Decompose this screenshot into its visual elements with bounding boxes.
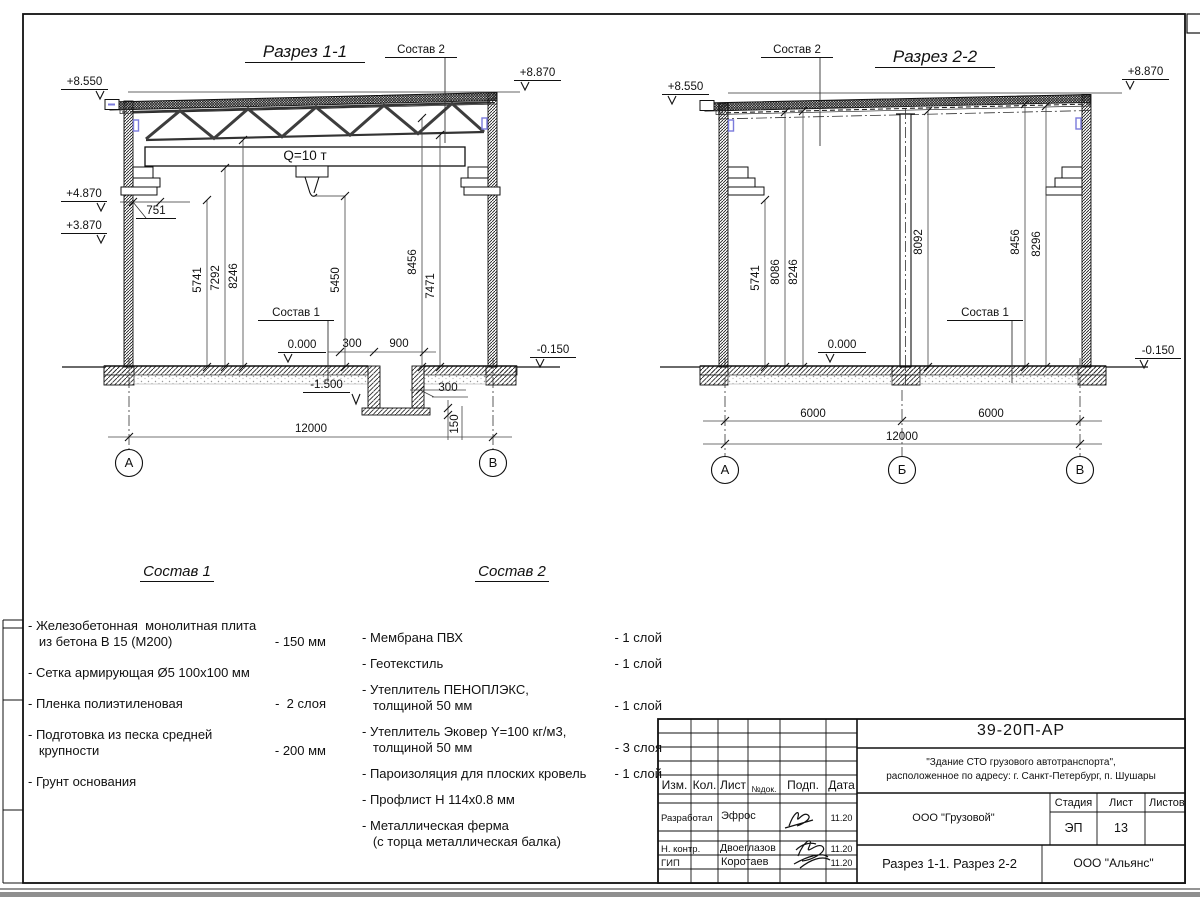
list-item: [362, 682, 662, 714]
sheet-number: 13: [1114, 821, 1128, 835]
s2-dim-8456: 8456: [1010, 229, 1022, 255]
s1-dim-5450: 5450: [330, 267, 342, 293]
list-item: [28, 727, 326, 759]
s1-dim-pit-d: 150: [449, 414, 461, 434]
stage-value: ЭП: [1064, 821, 1083, 835]
item-value: - 200 мм: [274, 743, 326, 758]
item-name: - Подготовка из песка средней крупности: [28, 727, 213, 758]
s1-elev-top-left: +8.550: [61, 75, 108, 90]
row-date: 11.20: [830, 844, 853, 854]
s1-dim-8456: 8456: [407, 249, 419, 275]
row-name: Коротаев: [721, 856, 769, 868]
list-item: [362, 818, 662, 850]
s2-elev-top-left: +8.550: [662, 80, 709, 95]
doc-number: 39-20П-АР: [976, 722, 1066, 739]
stage-label: Стадия: [1054, 797, 1093, 809]
item-name: - Мембрана ПВХ: [362, 630, 463, 645]
s2-dim-span: 12000: [886, 431, 918, 443]
row-date: 11.20: [830, 858, 853, 868]
list-item: [28, 618, 326, 650]
row-name: Двоеглазов: [720, 842, 776, 854]
sheets-label: Листов: [1149, 797, 1185, 809]
s2-elev-top-right: +8.870: [1122, 65, 1169, 80]
s2-dim-bay2: 6000: [978, 408, 1004, 420]
sostav2-title: Состав 2: [475, 564, 549, 582]
row-role: Н. контр.: [661, 844, 701, 855]
s2-dim-8246: 8246: [788, 259, 800, 285]
list-item: [28, 665, 326, 681]
item-value: - 1 слой: [614, 656, 662, 671]
section2-sostav2-ref: Состав 2: [761, 43, 833, 58]
row-name: Эфрос: [721, 810, 756, 822]
s1-axis-a: А: [124, 455, 134, 470]
section2-title: Разрез 2-2: [875, 47, 995, 68]
list-item: [28, 774, 326, 790]
s1-dim-7471: 7471: [425, 273, 437, 299]
item-name: - Утеплитель Эковер Y=100 кг/м3, толщиной 50 мм: [362, 724, 567, 755]
s1-dim-pit-a: 300: [342, 338, 362, 350]
s1-dim-751: 751: [136, 204, 176, 219]
s1-dim-pit-c: 300: [438, 382, 458, 394]
list-item: [362, 630, 662, 646]
s1-axis-b: В: [488, 455, 498, 470]
sostav2-list: [362, 564, 662, 850]
sheet-label: Лист: [1109, 797, 1133, 809]
s1-dim-7292: 7292: [210, 265, 222, 291]
s1-crane-capacity: Q=10 т: [283, 148, 327, 163]
s2-dim-8092: 8092: [913, 229, 925, 255]
section1-title: Разрез 1-1: [245, 42, 365, 63]
item-value: - 1 слой: [614, 698, 662, 713]
s1-sostav1-ref: Состав 1: [258, 306, 334, 321]
s1-elev-ground: -0.150: [530, 343, 576, 358]
s2-sostav1-ref: Состав 1: [947, 306, 1023, 321]
col-data: Дата: [828, 778, 855, 792]
item-name: - Грунт основания: [28, 774, 137, 789]
s2-dim-8086: 8086: [770, 259, 782, 285]
row-role: Разработал: [661, 813, 713, 824]
list-item: [362, 724, 662, 756]
company-name: ООО "Альянс": [1073, 856, 1154, 870]
item-value: - 2 слоя: [275, 696, 326, 711]
col-list: Лист: [719, 778, 747, 792]
s1-dim-pit-b: 900: [389, 338, 409, 350]
item-name: - Пленка полиэтиленовая: [28, 696, 183, 711]
row-role: ГИП: [661, 858, 680, 869]
col-izm: Изм.: [661, 778, 688, 792]
s1-elev-pit: -1.500: [303, 378, 350, 393]
item-name: - Железобетонная монолитная плита из бетона В 15 (М200): [28, 618, 257, 649]
s2-elev-ground: -0.150: [1135, 344, 1181, 359]
s2-elev-zero: 0.000: [818, 338, 866, 353]
s1-dim-8246: 8246: [228, 263, 240, 289]
s2-dim-bay1: 6000: [800, 408, 826, 420]
list-item: [362, 792, 662, 808]
item-name: - Металлическая ферма (с торца металлическая балка): [362, 818, 561, 849]
sostav1-title: Состав 1: [140, 564, 214, 582]
item-value: - 150 мм: [274, 634, 326, 649]
item-name: - Профлист Н 114х0.8 мм: [362, 792, 515, 807]
section1-sostav2-ref: Состав 2: [385, 43, 457, 58]
s1-dim-5741: 5741: [192, 267, 204, 293]
col-podp: Подп.: [787, 778, 819, 792]
item-name: - Пароизоляция для плоских кровель: [362, 766, 587, 781]
s1-elev-zero: 0.000: [278, 338, 326, 353]
s1-dim-span: 12000: [295, 423, 327, 435]
s2-axis-b: Б: [897, 462, 907, 477]
section-2-2-linework: [660, 58, 1148, 484]
list-item: [28, 696, 326, 712]
item-name: - Сетка армирующая Ø5 100х100 мм: [28, 665, 250, 680]
item-name: - Геотекстиль: [362, 656, 444, 671]
s2-axis-a: А: [720, 462, 730, 477]
s2-axis-c: В: [1075, 462, 1085, 477]
col-kol: Кол.: [692, 778, 717, 792]
row-date: 11.20: [830, 813, 853, 823]
list-item: [362, 656, 662, 672]
s1-elev-crane: +3.870: [61, 219, 107, 234]
section-1-1-linework: [62, 58, 560, 477]
item-value: - 1 слой: [614, 766, 662, 781]
project-name: "Здание СТО грузового автотранспорта", расположенное по адресу: г. Санкт-Петербург, п. Шушары: [886, 757, 1156, 782]
col-ndok: №док.: [751, 784, 777, 794]
s1-elev-rail: +4.870: [61, 187, 107, 202]
s1-elev-top-right: +8.870: [514, 66, 561, 81]
list-item: [362, 766, 662, 782]
s2-dim-8296: 8296: [1031, 231, 1043, 257]
customer-name: ООО "Грузовой": [912, 812, 995, 824]
item-name: - Утеплитель ПЕНОПЛЭКС, толщиной 50 мм: [362, 682, 529, 713]
sostav1-list: [28, 564, 326, 790]
s2-dim-5741: 5741: [750, 265, 762, 291]
sheet-title: Разрез 1-1. Разрез 2-2: [882, 856, 1017, 871]
item-value: - 1 слой: [614, 630, 662, 645]
item-value: - 3 слоя: [614, 740, 662, 755]
